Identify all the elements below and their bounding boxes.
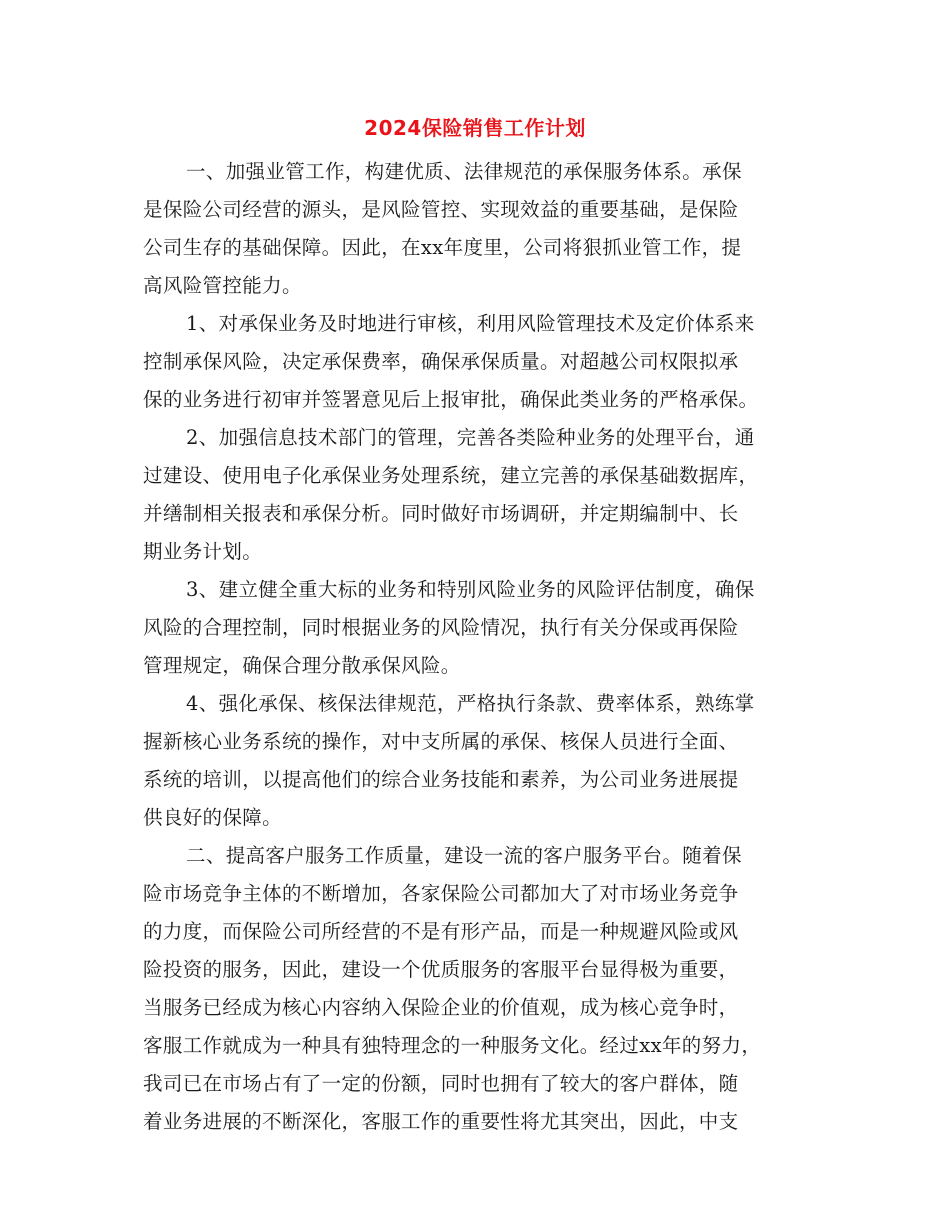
paragraph-line: 2、加强信息技术部门的管理，完善各类险种业务的处理平台，通 <box>186 426 755 449</box>
paragraph-line: 的力度，而保险公司所经营的不是有形产品，而是一种规避风险或风 <box>143 920 739 943</box>
paragraph-line: 我司已在市场占有了一定的份额，同时也拥有了较大的客户群体，随 <box>143 1072 739 1095</box>
paragraph-line: 1、对承保业务及时地进行审核，利用风险管理技术及定价体系来 <box>186 312 755 335</box>
paragraph-line: 系统的培训，以提高他们的综合业务技能和素养，为公司业务进展提 <box>143 768 739 791</box>
paragraph-line: 一、加强业管工作，构建优质、法律规范的承保服务体系。承保 <box>186 160 742 183</box>
paragraph-line: 握新核心业务系统的操作，对中支所属的承保、核保人员进行全面、 <box>143 730 739 753</box>
paragraph-line: 是保险公司经营的源头，是风险管控、实现效益的重要基础，是保险 <box>143 198 739 221</box>
paragraph-line: 期业务计划。 <box>143 540 263 563</box>
paragraph-line: 供良好的保障。 <box>143 806 282 829</box>
paragraph-line: 险市场竞争主体的不断增加，各家保险公司都加大了对市场业务竞争 <box>143 882 739 905</box>
paragraph-line: 高风险管控能力。 <box>143 274 302 297</box>
paragraph-line: 3、建立健全重大标的业务和特别风险业务的风险评估制度，确保 <box>186 578 755 601</box>
paragraph-line: 当服务已经成为核心内容纳入保险企业的价值观，成为核心竞争时， <box>143 996 739 1019</box>
paragraph-line: 险投资的服务，因此，建设一个优质服务的客服平台显得极为重要， <box>143 958 739 981</box>
paragraph-line: 二、提高客户服务工作质量，建设一流的客户服务平台。随着保 <box>186 844 742 867</box>
paragraph-line: 并缮制相关报表和承保分析。同时做好市场调研，并定期编制中、长 <box>143 502 739 525</box>
paragraph-line: 4、强化承保、核保法律规范，严格执行条款、费率体系，熟练掌 <box>186 692 755 715</box>
paragraph-line: 风险的合理控制，同时根据业务的风险情况，执行有关分保或再保险 <box>143 616 739 639</box>
paragraph-line: 控制承保风险，决定承保费率，确保承保质量。对超越公司权限拟承 <box>143 350 739 373</box>
paragraph-line: 客服工作就成为一种具有独特理念的一种服务文化。经过xx年的努力， <box>143 1034 762 1057</box>
paragraph-line: 过建设、使用电子化承保业务处理系统，建立完善的承保基础数据库， <box>143 464 759 487</box>
paragraph-line: 公司生存的基础保障。因此，在xx年度里，公司将狠抓业管工作，提 <box>143 236 742 259</box>
paragraph-line: 保的业务进行初审并签署意见后上报审批，确保此类业务的严格承保。 <box>143 388 759 411</box>
paragraph-line: 管理规定，确保合理分散承保风险。 <box>143 654 461 677</box>
paragraph-line: 着业务进展的不断深化，客服工作的重要性将尤其突出，因此，中支 <box>143 1110 739 1133</box>
document-title: 2024保险销售工作计划 <box>364 116 586 140</box>
